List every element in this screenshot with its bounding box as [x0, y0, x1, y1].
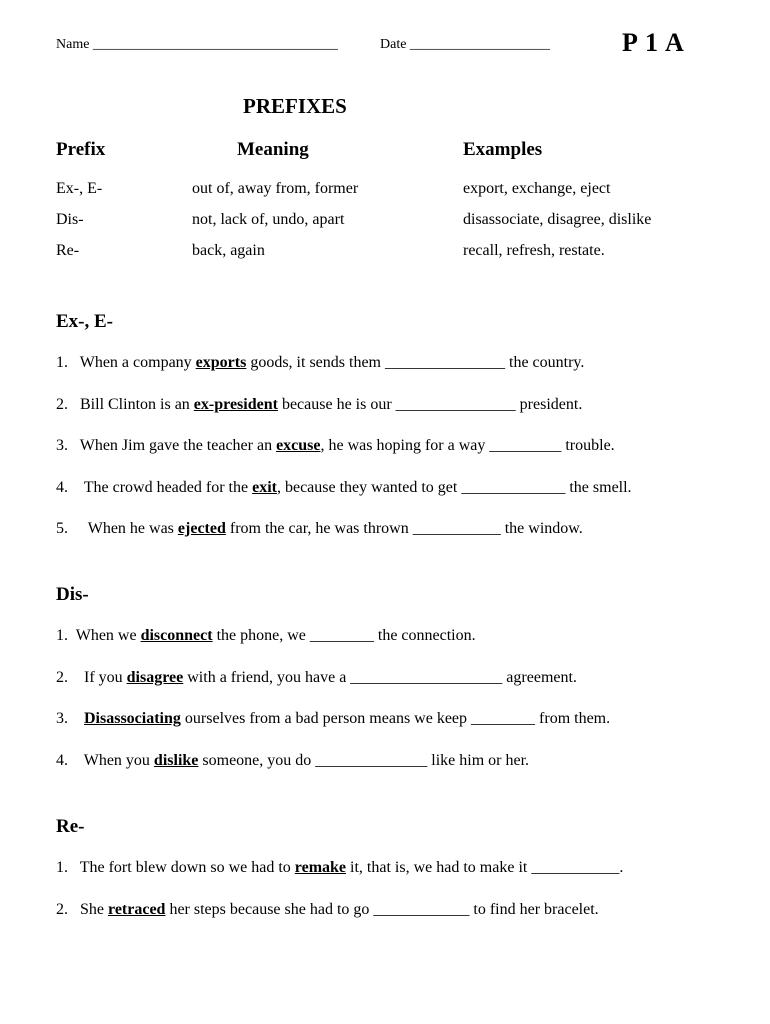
question-number: 1. — [56, 627, 68, 644]
table-cell-examples: export, exchange, eject — [463, 180, 611, 197]
key-word: excuse — [276, 437, 321, 454]
name-field-label: Name ___________________________________ — [56, 37, 338, 52]
table-cell-prefix: Re- — [56, 242, 80, 259]
question-item: 5. When he was ejected from the car, he was thrown ___________ the window. — [56, 520, 583, 537]
page-title: PREFIXES — [243, 94, 347, 118]
table-cell-meaning: not, lack of, undo, apart — [192, 211, 345, 228]
question-number: 1. — [56, 859, 68, 876]
question-item: 4. When you dislike someone, you do ______________ like him or her. — [56, 752, 530, 769]
key-word: dislike — [153, 752, 199, 769]
key-word: retraced — [108, 901, 166, 918]
question-item: 1. The fort blew down so we had to remake it, that is, we had to make it ___________. — [56, 859, 624, 876]
table-cell-meaning: out of, away from, former — [192, 180, 359, 197]
key-word: Disassociating — [84, 710, 181, 727]
question-item: 2. She retraced her steps because she had to go ____________ to find her bracelet. — [56, 901, 599, 918]
question-item: 2. Bill Clinton is an ex-president because he is our _______________ president. — [56, 396, 583, 413]
date-field-label: Date ____________________ — [380, 37, 550, 52]
question-item: 1. When we disconnect the phone, we ________ the connection. — [56, 627, 476, 644]
column-header-meaning: Meaning — [237, 139, 309, 160]
question-item: 4. The crowd headed for the exit, because they wanted to get _____________ the smell. — [56, 479, 632, 496]
key-word: exports — [195, 354, 247, 371]
column-header-prefix: Prefix — [56, 139, 106, 160]
key-word: disconnect — [140, 627, 213, 644]
question-item: 2. If you disagree with a friend, you have a ___________________ agreement. — [56, 669, 577, 686]
question-number: 4. — [56, 479, 68, 496]
key-word: remake — [294, 859, 347, 876]
question-item: 3. When Jim gave the teacher an excuse, he was hoping for a way _________ trouble. — [56, 437, 615, 454]
question-number: 3. — [56, 437, 68, 454]
table-cell-examples: recall, refresh, restate. — [463, 242, 605, 259]
question-number: 1. — [56, 354, 68, 371]
question-number: 2. — [56, 669, 68, 686]
section-heading-dis: Dis- — [56, 584, 89, 605]
key-word: ejected — [177, 520, 226, 537]
table-cell-prefix: Ex-, E- — [56, 180, 103, 197]
section-heading-ex: Ex-, E- — [56, 311, 113, 332]
key-word: ex-president — [193, 396, 278, 413]
column-header-examples: Examples — [463, 139, 543, 160]
question-item: 3. Disassociating ourselves from a bad person means we keep ________ from them. — [56, 710, 611, 727]
question-item: 1. When a company exports goods, it sends them _______________ the country. — [56, 354, 585, 371]
table-cell-examples: disassociate, disagree, dislike — [463, 211, 652, 228]
question-number: 2. — [56, 901, 68, 918]
question-number: 4. — [56, 752, 68, 769]
question-number: 3. — [56, 710, 68, 727]
question-number: 2. — [56, 396, 68, 413]
key-word: exit — [252, 479, 277, 496]
section-heading-re: Re- — [56, 816, 85, 837]
table-cell-prefix: Dis- — [56, 211, 84, 228]
key-word: disagree — [126, 669, 184, 686]
worksheet-code: P 1 A — [622, 28, 685, 57]
table-cell-meaning: back, again — [192, 242, 265, 259]
question-number: 5. — [56, 520, 68, 537]
